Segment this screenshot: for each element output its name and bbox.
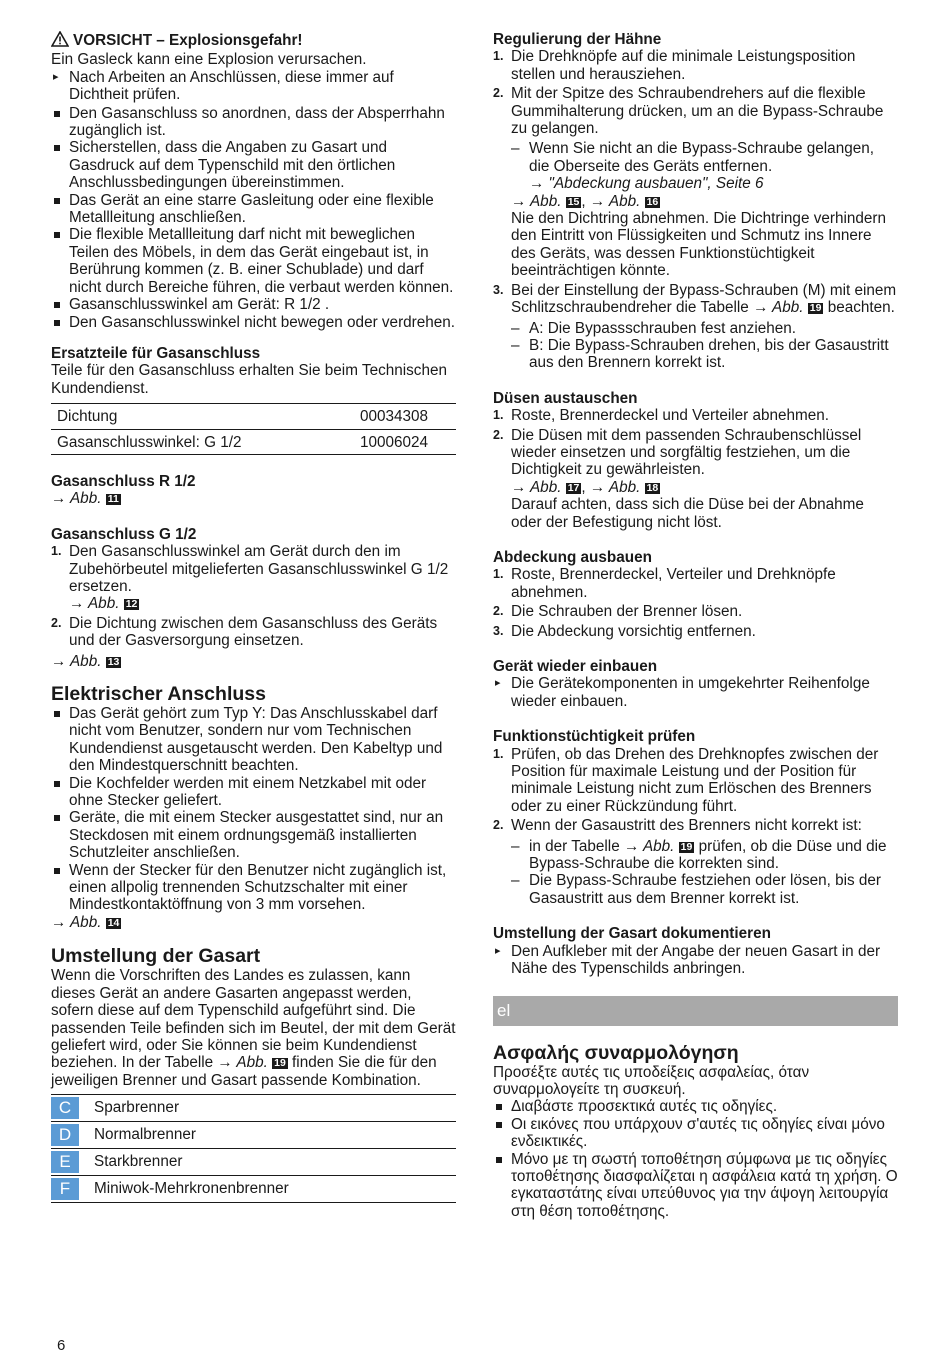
list-item: Μόνο με τη σωστή τοποθέτηση σύμφωνα με τις οδηγίες τοποθέτησης διασφαλίζεται η ασφάλεια κατά τη χρήση. Ο εγκαταστάτης είναι υπεύθυνος για την άψογη λειτουργία στη θέση τοποθέτησης. <box>493 1151 898 1221</box>
table-cell: Dichtung <box>51 404 354 429</box>
r12-ref: → Abb. 11 <box>51 490 119 508</box>
list-item: 1. Den Gasanschlusswinkel am Gerät durch den im Zubehörbeutel mitgelieferten Gasanschlusswinkel G 1/2 ersetzen. → Abb. 12 <box>51 543 449 613</box>
list-item: Das Gerät gehört zum Typ Y: Das Anschlusskabel darf nicht vom Benutzer, sondern nur vom Technischen Kundendienst ausgetauscht werden. Den Kabeltyp und den Mindestquerschnitt beachten. <box>51 705 456 775</box>
list-item: 1. Roste, Brennerdeckel, Verteiler und Drehknöpfe abnehmen. <box>493 566 836 601</box>
table-cell: 00034308 <box>354 404 456 429</box>
burner-name: Starkbrenner <box>84 1149 456 1176</box>
list-item: – Die Bypass-Schraube festziehen oder lösen, bis der Gasaustritt aus dem Brenner korrekt ist. <box>511 872 898 907</box>
haehne-title: Regulierung der Hähne <box>493 31 662 48</box>
language-section-bar: el <box>493 996 898 1026</box>
abdeckung-steps <box>493 566 898 640</box>
figure-number-badge: 14 <box>107 916 120 929</box>
table-row <box>51 1176 456 1203</box>
figure-number-badge: 19 <box>274 1057 286 1070</box>
list-item: 2. Die Dichtung zwischen dem Gasanschluss des Geräts und der Gasversorgung einsetzen. <box>51 614 438 650</box>
gasart-title: Umstellung der Gasart <box>51 945 261 968</box>
figure-number-badge: 17 <box>567 481 580 494</box>
g12-steps <box>51 543 456 649</box>
list-item: 2. Die Düsen mit dem passenden Schraubenschlüssel wieder einsetzen und sorgfältig festziehen, um die Dichtigkeit zu gewährleisten. → Abb. 17 , → Abb. 18 Darauf achten, dass sich die Düse bei der Abnahme oder der Befestigung nicht löst. <box>493 426 864 531</box>
funktion-steps <box>493 746 898 908</box>
list-item: Οι εικόνες που υπάρχουν σ'αυτές τις οδηγίες είναι μόνο ενδεικτικές. <box>493 1116 898 1151</box>
burner-key-badge: C <box>51 1097 79 1119</box>
haehne-steps <box>493 48 898 371</box>
r12-title: Gasanschluss R 1/2 <box>51 472 196 490</box>
doku-title: Umstellung der Gasart dokumentieren <box>493 925 771 943</box>
list-item: – Wenn Sie nicht an die Bypass-Schraube gelangen, die Oberseite des Geräts entfernen. → "Abdeckung ausbauen", Seite 6 <box>511 140 898 192</box>
burner-key-badge: F <box>51 1178 79 1200</box>
list-item: 3. Die Abdeckung vorsichtig entfernen. <box>493 622 756 640</box>
einbauen-steps <box>493 675 898 710</box>
list-item: – in der Tabelle → Abb. 19 prüfen, ob die Düse und die Bypass-Schraube die korrekten sind. <box>511 838 898 873</box>
list-item: Gasanschlusswinkel am Gerät: R 1/2 . <box>51 296 456 313</box>
electric-title: Elektrischer Anschluss <box>51 683 266 705</box>
list-item: Geräte, die mit einem Stecker ausgestattet sind, nur an Steckdosen mit einem ordnungsgemäß installierten Schutzleiter anschließen. <box>51 809 456 861</box>
list-item: Sicherstellen, dass die Angaben zu Gasart und Gasdruck auf dem Typenschild mit den örtlichen Anschlussbedingungen übereinstimmen. <box>51 139 456 191</box>
burner-name: Normalbrenner <box>84 1122 456 1149</box>
figure-number-badge: 19 <box>680 840 693 853</box>
list-item: 2. Mit der Spitze des Schraubendrehers auf die flexible Gummihalterung drücken, um an die Bypass-Schraube zu gelangen. – Wenn Sie nicht an die Bypass-Schraube gelangen, die Oberseite des Geräts entfernen. → "Abdeckung ausbauen", Seite 6 → Abb. 15 , → Abb. 16 Nie den Dichtring abnehmen. Die Dichtringe verhindern den Eintritt von Flüssigkeiten und Schmutz ins Innere des Geräts, was dessen Funktionstüchtigkeit beeinträchtigen könnte. <box>493 85 898 279</box>
list-item: ▸ Nach Arbeiten an Anschlüssen, diese immer auf Dichtheit prüfen. <box>51 69 456 104</box>
dash-list <box>511 320 898 372</box>
dash-list <box>511 838 898 908</box>
doku-steps <box>493 943 898 978</box>
table-cell: 10006024 <box>354 429 456 454</box>
list-item: 3. Bei der Einstellung der Bypass-Schrauben (M) mit einem Schlitzschraubendreher die Tabelle → Abb. 19 beachten. – A: Die Bypassschrauben fest anziehen. – B: Die Bypass-Schrauben drehen, bis der Gasaustritt aus den Brennern korrekt ist. <box>493 282 898 372</box>
figure-number-badge: 18 <box>646 481 659 494</box>
list-item: 1. Roste, Brennerdeckel und Verteiler abnehmen. <box>493 407 830 425</box>
list-item: Den Gasanschluss so anordnen, dass der Absperrhahn zugänglich ist. <box>51 105 456 140</box>
greek-text: Προσέξτε αυτές τις υποδείξεις ασφαλείας, όταν συναρμολογείτε τη συσκευή. <box>493 1063 810 1098</box>
dash-list <box>511 140 898 192</box>
spare-parts-table <box>51 403 456 455</box>
list-item: Wenn der Stecker für den Benutzer nicht zugänglich ist, einen allpolig trennenden Schutzschalter mit einer Mindestkontaktöffnung von 3 mm vorsehen. <box>51 862 456 914</box>
list-item: – A: Die Bypassschrauben fest anziehen. <box>511 320 898 337</box>
page-number: 6 <box>57 1337 66 1354</box>
figure-number-badge: 11 <box>107 493 119 506</box>
list-item: Das Gerät an eine starre Gasleitung oder eine flexible Metallleitung anschließen. <box>51 192 456 227</box>
table-row <box>51 429 456 454</box>
abdeckung-title: Abdeckung ausbauen <box>493 548 652 566</box>
burner-name: Sparbrenner <box>84 1095 456 1122</box>
electric-bullet-list <box>51 705 456 914</box>
figure-number-badge: 15 <box>567 195 580 208</box>
list-item: Διαβάστε προσεκτικά αυτές τις οδηγίες. <box>493 1098 898 1115</box>
gasart-text: Wenn die Vorschriften des Landes es zulassen, kann dieses Gerät an andere Gasarten angepasst werden, sofern diese auf dem Typenschild aufgeführt sind. Die passenden Teile befinden sich im Beutel, der mit dem Gerät geliefert wird, oder Sie können sie beim Kundendienst beziehen. In der Tabelle → Abb. 19 finden Sie die für den jeweiligen Brenner und Gasart passende Kombination. <box>51 967 456 1089</box>
spare-parts-title: Ersatzteile für Gasanschluss <box>51 344 261 362</box>
funktion-title: Funktionstüchtigkeit prüfen <box>493 728 696 746</box>
list-item: ▸ Die Gerätekomponenten in umgekehrter Reihenfolge wieder einbauen. <box>493 675 898 710</box>
duesen-steps <box>493 407 898 531</box>
greek-title: Ασφαλής συναρμολόγηση <box>493 1041 739 1064</box>
warning-step-list <box>51 69 456 104</box>
electric-ref: → Abb. 14 <box>51 913 120 931</box>
warning-bullet-list <box>51 105 456 331</box>
g12-ref: → Abb. 13 <box>51 652 120 670</box>
table-row <box>51 1149 456 1176</box>
list-item: Den Gasanschlusswinkel nicht bewegen oder verdrehen. <box>51 314 456 331</box>
list-item: 2. Die Schrauben der Brenner lösen. <box>493 603 743 621</box>
warning-title: VORSICHT – Explosionsgefahr! <box>51 31 456 51</box>
table-row <box>51 1095 456 1122</box>
warning-triangle-icon <box>51 31 69 51</box>
table-cell: Gasanschlusswinkel: G 1/2 <box>51 429 354 454</box>
warning-intro: Ein Gasleck kann eine Explosion verursachen. <box>51 51 367 69</box>
table-row <box>51 404 456 429</box>
list-item: 1. Prüfen, ob das Drehen des Drehknopfes zwischen der Position für maximale Leistung und der Position für minimale Leistung nicht zum Erlöschen des Brenners oder zu einer Rückzündung führt. <box>493 745 879 815</box>
left-column <box>51 31 456 1203</box>
right-column <box>493 31 898 1220</box>
spare-parts-text: Teile für den Gasanschluss erhalten Sie beim Technischen Kundendienst. <box>51 362 447 397</box>
cross-reference-link[interactable]: → "Abdeckung ausbauen", Seite 6 <box>529 175 764 193</box>
g12-title: Gasanschluss G 1/2 <box>51 525 197 543</box>
list-item: Die flexible Metallleitung darf nicht mit beweglichen Teilen des Möbels, in dem das Gerät eingebaut ist, in Berührung kommen (z. B. einer Schublade) und darf nicht durch Bereiche führen, die verbaut werden können. <box>51 226 456 296</box>
list-item: ▸ Den Aufkleber mit der Angabe der neuen Gasart in der Nähe des Typenschilds anbringen. <box>493 943 898 978</box>
burner-key-badge: D <box>51 1124 79 1146</box>
list-item: 1. Die Drehknöpfe auf die minimale Leistungsposition stellen und herausziehen. <box>493 48 856 83</box>
burner-table <box>51 1094 456 1203</box>
list-item: 2. Wenn der Gasaustritt des Brenners nicht korrekt ist: – in der Tabelle → Abb. 19 prüfen, ob die Düse und die Bypass-Schraube die korrekten sind. – Die Bypass-Schraube festziehen oder lösen, bis der Gasaustritt aus dem Brenner korrekt ist. <box>493 817 898 907</box>
table-row <box>51 1122 456 1149</box>
duesen-title: Düsen austauschen <box>493 389 638 407</box>
burner-name: Miniwok-Mehrkronenbrenner <box>84 1176 456 1203</box>
list-item: Die Kochfelder werden mit einem Netzkabel mit oder ohne Stecker geliefert. <box>51 775 456 810</box>
figure-number-badge: 13 <box>107 655 120 668</box>
greek-bullet-list <box>493 1098 898 1220</box>
figure-number-badge: 16 <box>646 195 659 208</box>
einbauen-title: Gerät wieder einbauen <box>493 658 658 675</box>
figure-number-badge: 19 <box>809 302 822 315</box>
burner-key-badge: E <box>51 1151 79 1173</box>
list-item: – B: Die Bypass-Schrauben drehen, bis der Gasaustritt aus den Brennern korrekt ist. <box>511 337 898 372</box>
figure-number-badge: 12 <box>125 598 138 611</box>
